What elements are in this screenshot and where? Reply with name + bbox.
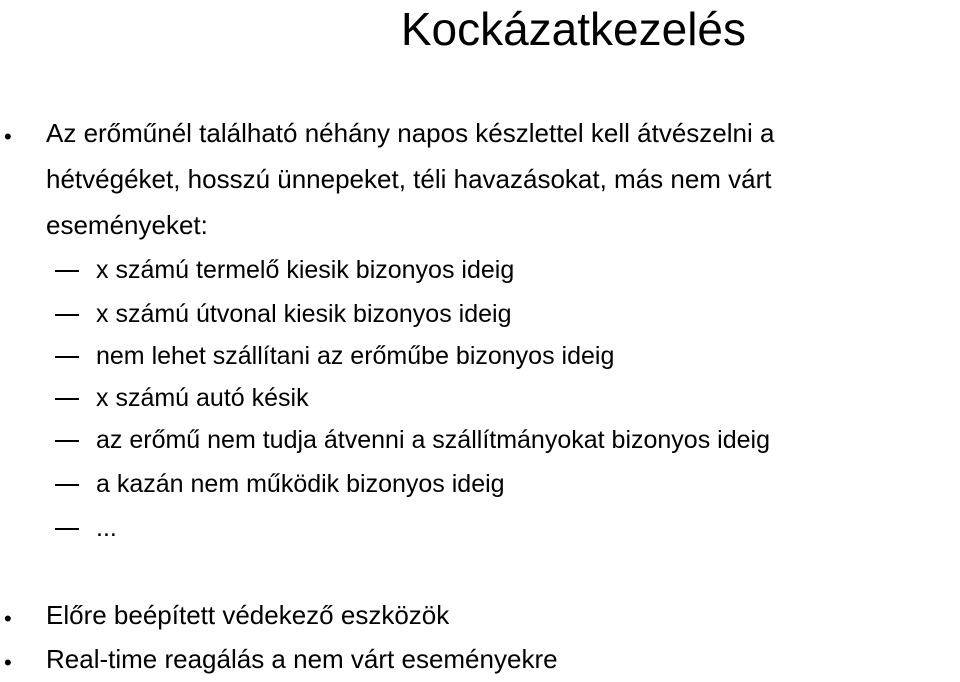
bullet-text-line: Előre beépített védekező eszközök — [46, 600, 450, 630]
dash-marker — [55, 314, 79, 316]
bullet-text-line: Az erőműnél található néhány napos készlettel kell átvészelni a — [46, 118, 775, 148]
bullet-text-line: eseményeket: — [46, 210, 208, 240]
sub-item-text: a kazán nem működik bizonyos ideig — [96, 470, 505, 498]
sub-item-text: x számú útvonal kiesik bizonyos ideig — [96, 300, 512, 328]
bullet-marker: • — [4, 606, 12, 631]
dash-marker — [55, 270, 79, 272]
dash-marker — [55, 440, 79, 442]
bullet-marker: • — [4, 124, 12, 149]
sub-item-text: x számú autó késik — [96, 384, 309, 412]
slide-title: Kockázatkezelés — [400, 3, 746, 55]
sub-item-text: nem lehet szállítani az erőműbe bizonyos ideig — [96, 342, 615, 370]
dash-marker — [55, 528, 79, 530]
dash-marker — [55, 484, 79, 486]
bullet-text-line: hétvégéket, hosszú ünnepeket, téli havazásokat, más nem várt — [46, 164, 772, 194]
sub-item-text: ... — [96, 514, 117, 542]
dash-marker — [55, 356, 79, 358]
sub-item-text: x számú termelő kiesik bizonyos ideig — [96, 256, 515, 284]
sub-item-text: az erőmű nem tudja átvenni a szállítmányokat bizonyos ideig — [96, 426, 770, 454]
dash-marker — [55, 398, 79, 400]
bullet-text-line: Real-time reagálás a nem várt eseményekre — [46, 644, 558, 674]
bullet-marker: • — [4, 650, 12, 675]
